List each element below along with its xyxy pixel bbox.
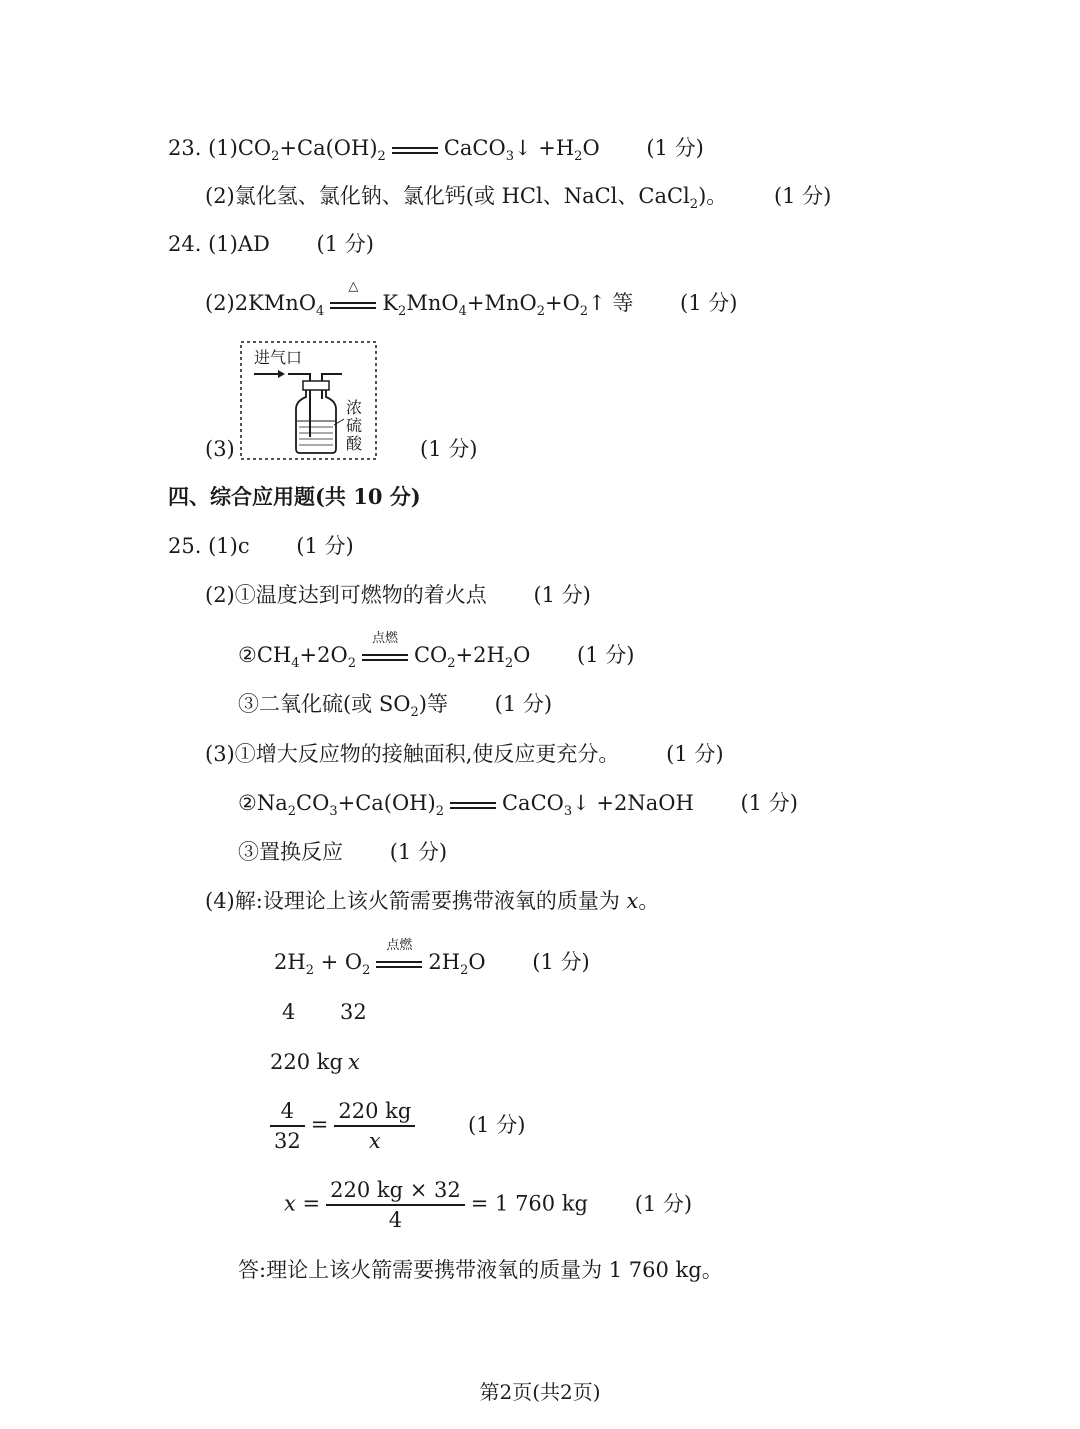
eq-text: MnO: [406, 291, 459, 315]
gas-washing-bottle-svg: [240, 341, 377, 460]
eq-text: ↓ +H: [513, 136, 575, 160]
eq-text: ↑ 等: [588, 291, 634, 315]
score-label: (1 分): [389, 840, 448, 864]
eq-sub: 2: [689, 197, 699, 212]
mass-h2: 4: [282, 1000, 296, 1024]
eq-sub: 2: [362, 963, 371, 978]
eq-text: CO: [413, 643, 448, 667]
eq-sub: 4: [458, 304, 467, 319]
eq-text: CaCO: [443, 136, 506, 160]
answer-text: )。: [698, 184, 728, 208]
eq-sub: 2: [271, 149, 280, 164]
answer-text: AD: [237, 232, 270, 256]
score-label: (1 分): [634, 1191, 693, 1216]
answer-text: ①增大反应物的接触面积,使反应更充分。: [234, 742, 620, 766]
eq-sub: 4: [291, 656, 300, 671]
acid-label-char: 酸: [346, 436, 363, 453]
q24-part2-label: (2): [205, 291, 235, 315]
inlet-label: 进气口: [254, 350, 303, 367]
eq-text: +2O: [299, 643, 348, 667]
eq-text: ②Na: [238, 791, 288, 815]
eq-text: O: [513, 643, 531, 667]
eq-sub: 2: [347, 656, 356, 671]
eq-text: +Ca(OH): [279, 136, 378, 160]
q23-number: 23.: [168, 136, 202, 160]
score-label: (1 分): [646, 136, 704, 160]
gas-washing-bottle-diagram: [240, 341, 377, 460]
q24-part1: [168, 229, 374, 259]
eq-sub: 4: [316, 304, 325, 319]
eq-sub: 2: [287, 804, 297, 819]
ratio-left-fraction: [270, 1097, 305, 1155]
q24-number: 24.: [168, 232, 202, 256]
eq-text: +MnO: [466, 291, 537, 315]
reaction-equals-sign: [330, 278, 376, 312]
value-h2: 220 kg: [270, 1050, 343, 1074]
variable-x: x: [626, 889, 639, 913]
eq-text: 2H: [428, 950, 461, 974]
eq-sub: 2: [398, 304, 407, 319]
eq-sub: 2: [305, 963, 314, 978]
q25-part2-s2: [238, 630, 635, 679]
eq-text: +Ca(OH): [337, 791, 436, 815]
q25-part2-s1: [205, 580, 591, 610]
score-label: (1 分): [773, 184, 832, 208]
q25-part4-intro: [205, 886, 659, 916]
result-value: 1 760 kg: [495, 1191, 588, 1216]
equals-sign: =: [302, 1191, 321, 1216]
reaction-equals-sign: [392, 143, 438, 157]
value-o2: x: [348, 1050, 360, 1074]
eq-text: CO: [237, 136, 272, 160]
q24-part2: [205, 278, 738, 327]
eq-sub: 3: [505, 149, 514, 164]
variable-x: x: [284, 1191, 296, 1216]
eq-sub: 2: [447, 656, 456, 671]
reaction-equals-sign: [450, 798, 496, 812]
answer-text: 。: [638, 889, 660, 913]
answer-text: )等: [418, 692, 448, 716]
eq-sub: 2: [574, 149, 583, 164]
answer-text: ③二氧化硫(或 SO: [238, 692, 411, 716]
final-answer: 答:理论上该火箭需要携带液氧的质量为 1 760 kg。: [238, 1258, 723, 1282]
q25-part2-s3: [238, 689, 552, 728]
score-label: (1 分): [316, 232, 374, 256]
score-label: (1 分): [467, 1112, 526, 1137]
solve-fraction: [326, 1176, 465, 1234]
score-label: (1 分): [532, 950, 590, 974]
fraction-denominator: x: [368, 1129, 381, 1153]
mass-o2: 32: [340, 1000, 367, 1024]
eq-sub: 2: [435, 804, 444, 819]
q23-part2-label: (2): [205, 184, 235, 208]
q25-part3-s3: [238, 837, 447, 867]
fraction-numerator: 4: [270, 1097, 305, 1127]
score-label: (1 分): [494, 692, 553, 716]
answer-text: ①温度达到可燃物的着火点: [234, 583, 487, 607]
score-label: (1 分): [577, 643, 635, 667]
score-label: (1 分): [420, 437, 478, 461]
eq-sub: 2: [536, 304, 545, 319]
q25-part2-label: (2): [205, 583, 235, 607]
solve-equation: [284, 1176, 692, 1234]
q25-number: 25.: [168, 534, 202, 558]
fraction-denominator: 4: [388, 1208, 403, 1232]
answer-text: 氯化氢、氯化钠、氯化钙(或 HCl、NaCl、CaCl: [234, 184, 690, 208]
answer-text: c: [237, 534, 250, 558]
ratio-equation: [264, 1097, 525, 1155]
q25-part4-label: (4): [205, 889, 235, 913]
q25-part4-equation: [274, 937, 590, 986]
acid-label-char: 浓: [346, 400, 363, 417]
eq-sub: 2: [504, 656, 514, 671]
section-heading: 四、综合应用题(共 10 分): [168, 484, 421, 509]
q23-part2: [205, 181, 831, 220]
answer-text: 解:设理论上该火箭需要携带液氧的质量为: [234, 889, 627, 913]
reaction-condition: △: [348, 278, 359, 294]
q25-part1-label: (1): [208, 534, 238, 558]
reaction-condition: 点燃: [386, 937, 413, 953]
answer-text: ③置换反应: [238, 840, 343, 864]
eq-text: ②CH: [238, 643, 292, 667]
fraction-denominator: 32: [274, 1129, 301, 1153]
eq-sub: 2: [579, 304, 589, 319]
eq-text: +O: [544, 291, 580, 315]
score-label: (1 分): [740, 791, 798, 815]
eq-text: O: [582, 136, 600, 160]
eq-text: CaCO: [501, 791, 564, 815]
q25-part1: [168, 531, 354, 561]
eq-text: K: [382, 291, 399, 315]
reaction-equals-sign: [362, 630, 408, 664]
bottle-stopper: [303, 381, 329, 390]
q23-part1: [168, 133, 704, 172]
ratio-right-fraction: [334, 1097, 415, 1155]
eq-text: 2KMnO: [234, 291, 317, 315]
page-footer: 第2页(共2页): [479, 1380, 601, 1404]
score-label: (1 分): [680, 291, 738, 315]
eq-sub: 2: [460, 963, 469, 978]
eq-text: CO: [296, 791, 330, 815]
eq-text: ↓ +2NaOH: [572, 791, 694, 815]
eq-text: +2H: [455, 643, 505, 667]
eq-sub: 2: [410, 705, 419, 720]
q24-part3-label: (3): [205, 437, 235, 461]
eq-sub: 2: [377, 149, 386, 164]
q25-part3-s2: [238, 788, 798, 827]
reaction-equals-sign: [376, 937, 422, 971]
acid-label-char: 硫: [346, 418, 363, 435]
q25-part3-label: (3): [205, 742, 235, 766]
eq-sub: 3: [563, 804, 573, 819]
reaction-condition: 点燃: [371, 630, 398, 646]
score-label: (1 分): [296, 534, 354, 558]
score-label: (1 分): [666, 742, 724, 766]
fraction-numerator: 220 kg: [334, 1097, 415, 1127]
eq-text: O: [468, 950, 486, 974]
q24-part1-label: (1): [208, 232, 238, 256]
eq-text: 2H: [274, 950, 306, 974]
score-label: (1 分): [533, 583, 591, 607]
eq-text: + O: [313, 950, 363, 974]
q25-part3-s1: [205, 739, 724, 769]
equals-sign: =: [310, 1112, 329, 1137]
fraction-numerator: 220 kg × 32: [326, 1176, 465, 1206]
equals-sign: =: [470, 1191, 489, 1216]
inlet-arrowhead-icon: [278, 370, 285, 378]
q23-part1-label: (1): [208, 136, 238, 160]
eq-sub: 3: [329, 804, 338, 819]
